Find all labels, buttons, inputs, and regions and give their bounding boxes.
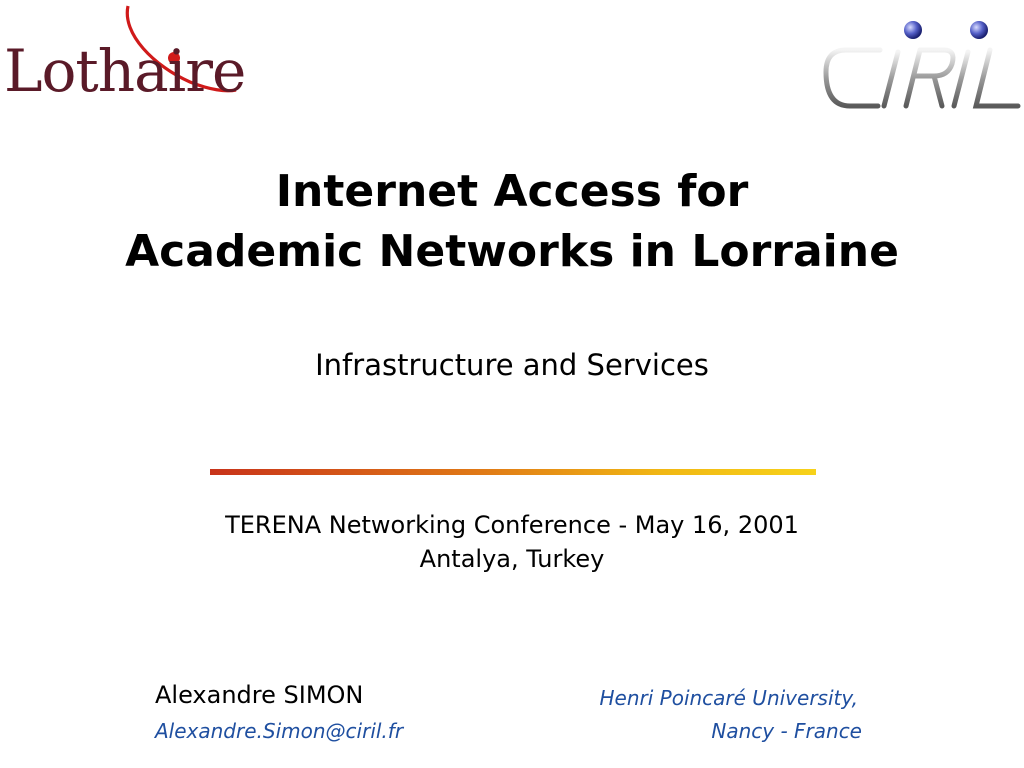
slide-subtitle: Infrastructure and Services — [315, 348, 709, 382]
conference-info — [0, 508, 1024, 576]
ciril-logo-icon — [818, 16, 1024, 116]
author-email-link[interactable]: Alexandre.Simon@ciril.fr — [155, 719, 404, 743]
gradient-divider — [210, 469, 816, 475]
ciril-logo — [818, 16, 1024, 116]
affiliation-line-1: Henri Poincaré University, — [599, 686, 858, 710]
slide-title — [0, 162, 1024, 282]
title-line-2: Academic Networks in Lorraine — [125, 226, 899, 277]
affiliation-line-2: Nancy - France — [711, 719, 862, 743]
conference-line-2: Antalya, Turkey — [419, 545, 605, 573]
title-line-1: Internet Access for — [275, 166, 749, 217]
lothaire-wordmark: Lothaire — [4, 37, 246, 105]
lothaire-logo — [4, 4, 246, 116]
author-name: Alexandre SIMON — [155, 681, 364, 709]
conference-line-1: TERENA Networking Conference - May 16, 2001 — [225, 511, 799, 539]
